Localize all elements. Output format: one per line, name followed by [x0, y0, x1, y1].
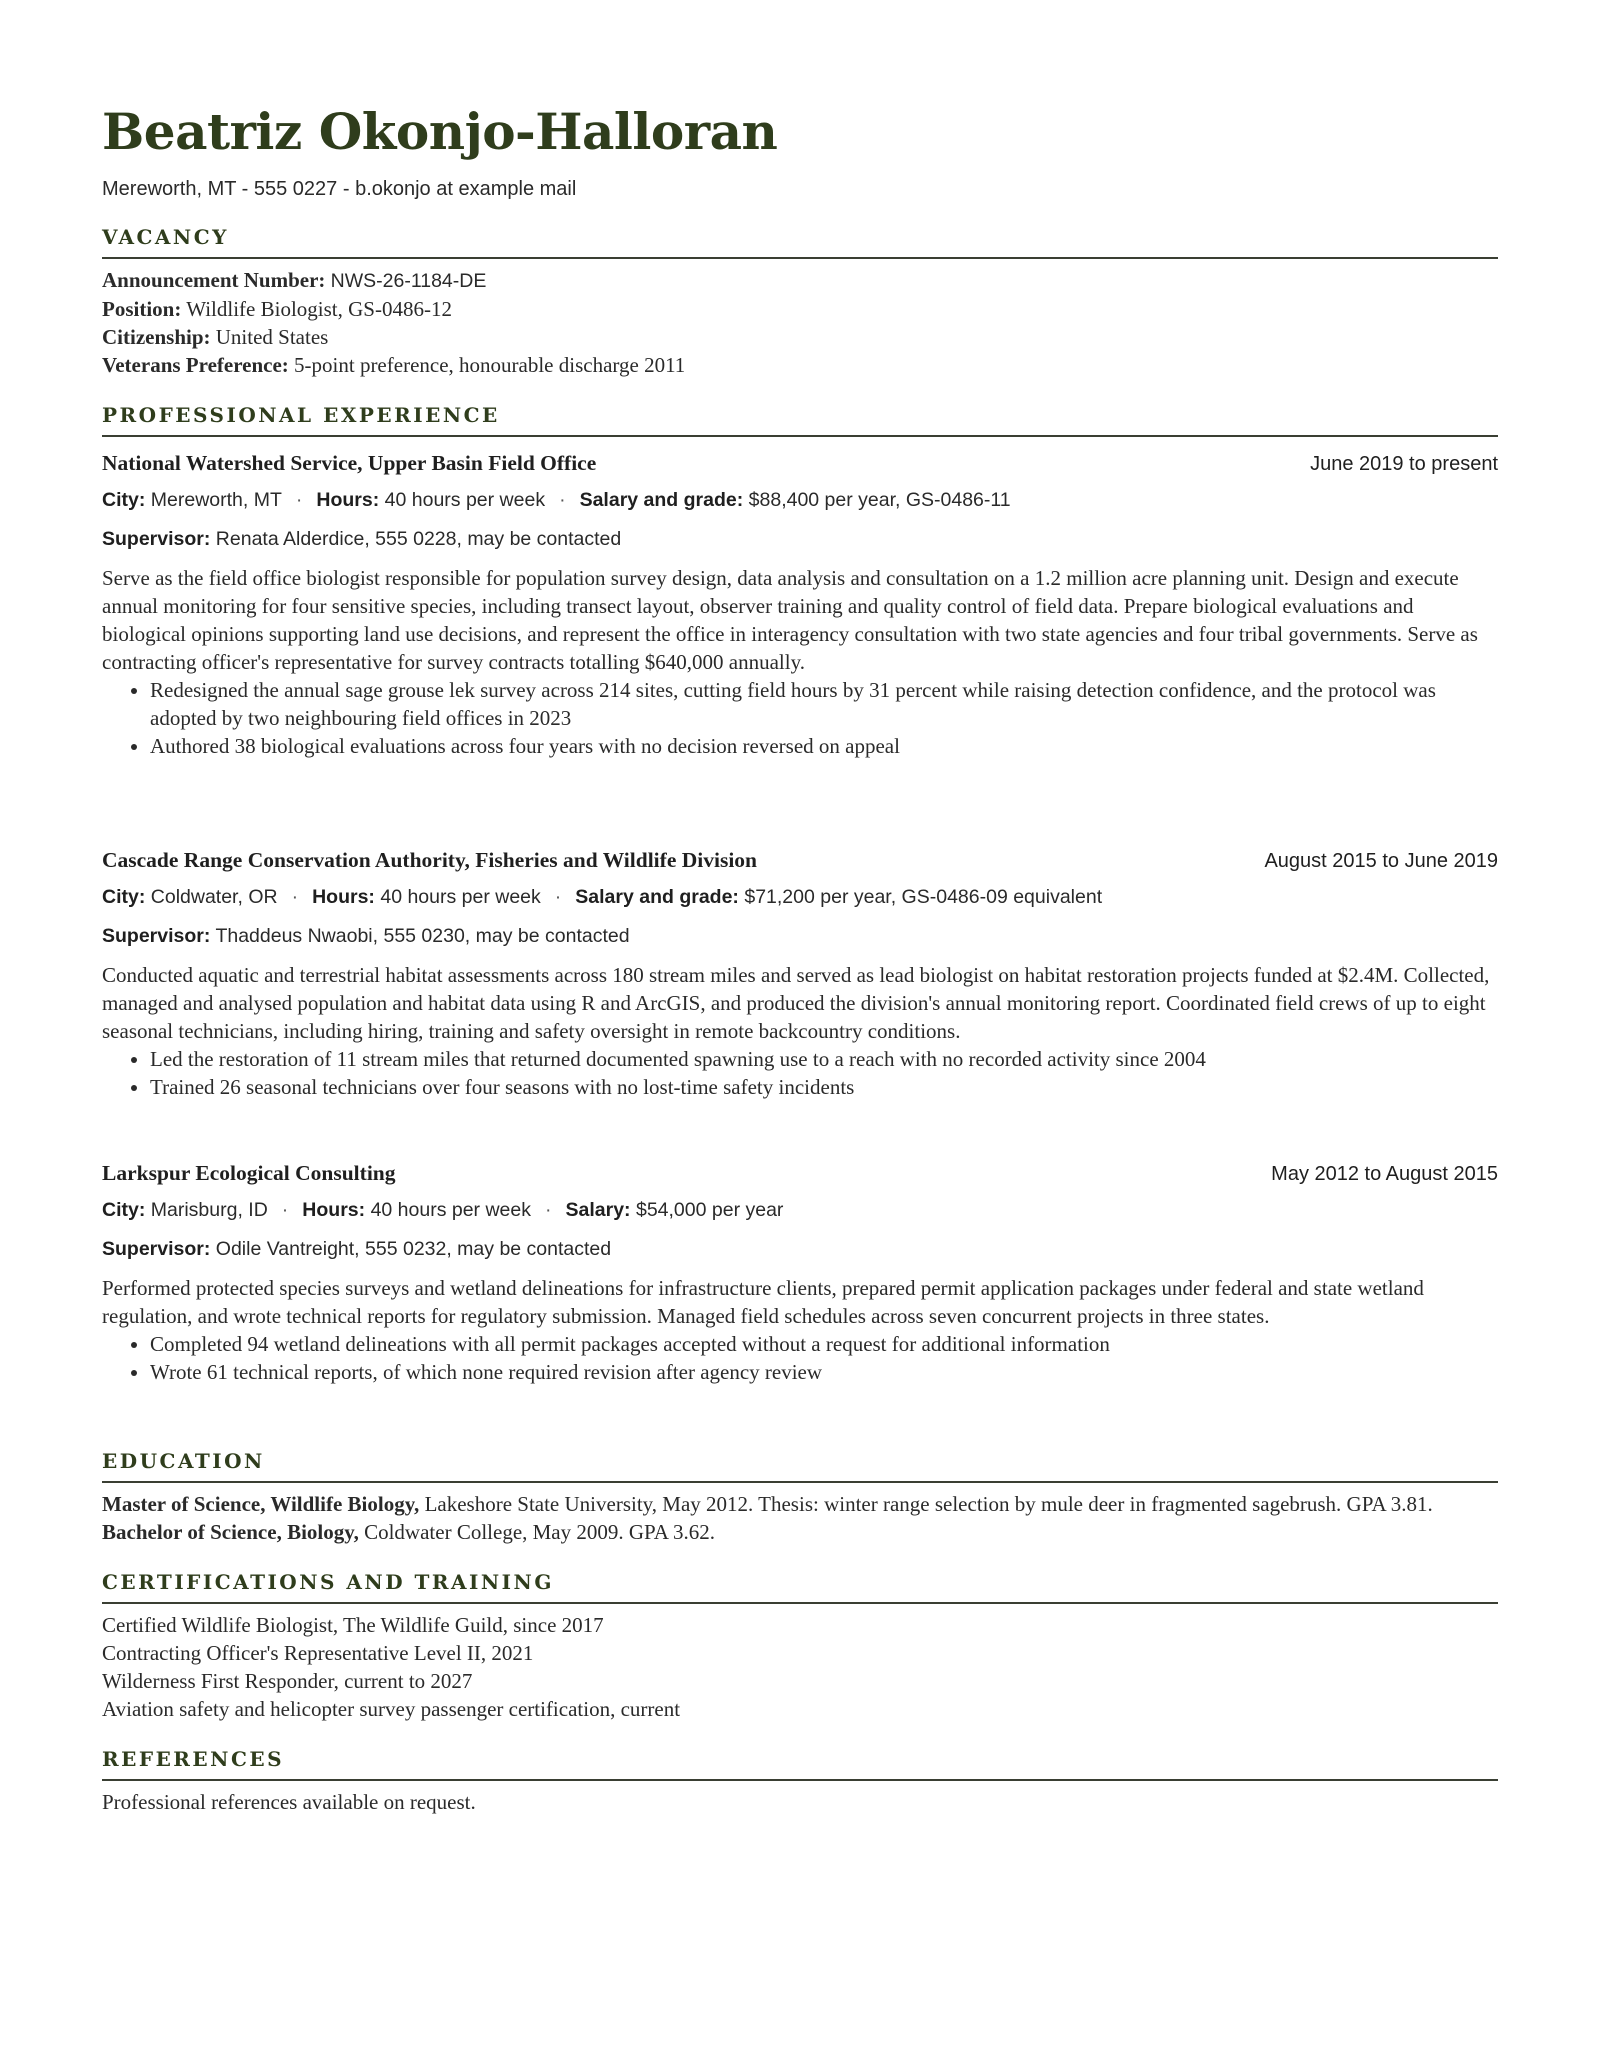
- field-value: NWS-26-1184-DE: [330, 270, 487, 292]
- section-title-vacancy: VACANCY: [102, 224, 1498, 259]
- references-text: Professional references available on request.: [102, 1790, 476, 1814]
- separator-dot: ·: [295, 489, 303, 511]
- certification-item: Wilderness First Responder, current to 2027: [102, 1669, 473, 1693]
- resume-page: [102, 96, 1498, 1816]
- salary-value: $71,200 per year, GS-0486-09 equivalent: [744, 886, 1103, 908]
- supervisor-value: Odile Vantreight, 555 0232, may be contacted: [215, 1238, 612, 1260]
- certification-item: Contracting Officer's Representative Level II, 2021: [102, 1641, 534, 1665]
- city-value: Coldwater, OR: [150, 886, 278, 908]
- certifications-section: [102, 1569, 1498, 1723]
- field-label: Citizenship:: [102, 325, 211, 349]
- job-dates: June 2019 to present: [1310, 453, 1498, 475]
- hours-value: 40 hours per week: [384, 489, 546, 511]
- section-title-experience: PROFESSIONAL EXPERIENCE: [102, 402, 1498, 437]
- vacancy-field: [102, 323, 1498, 351]
- hours-value: 40 hours per week: [380, 886, 541, 908]
- job-entry: [102, 846, 1498, 1101]
- vacancy-field: [102, 295, 1498, 323]
- list-item: • Completed 94 wetland delineations with all permit packages accepted without a request for additional information: [150, 1330, 1498, 1358]
- vacancy-section: [102, 224, 1498, 379]
- job-bullets: [102, 676, 1498, 760]
- list-item: • Wrote 61 technical reports, of which none required revision after agency review: [150, 1358, 1498, 1386]
- field-label: Position:: [102, 297, 182, 321]
- field-value: Wildlife Biologist, GS-0486-12: [186, 297, 452, 321]
- field-label: Veterans Preference:: [102, 353, 289, 377]
- field-label: Announcement Number:: [102, 268, 326, 292]
- supervisor-label: Supervisor:: [102, 925, 211, 947]
- hours-value: 40 hours per week: [370, 1199, 531, 1221]
- supervisor-label: Supervisor:: [102, 1238, 211, 1260]
- job-supervisor: [102, 526, 1498, 552]
- city-label: City:: [102, 886, 146, 908]
- certification-item: Aviation safety and helicopter survey passenger certification, current: [102, 1697, 681, 1721]
- job-meta: [102, 884, 1498, 910]
- job-dates: August 2015 to June 2019: [1264, 850, 1498, 872]
- supervisor-value: Renata Alderdice, 555 0228, may be contacted: [215, 528, 622, 550]
- separator-dot: ·: [291, 886, 299, 908]
- job-meta: [102, 1197, 1498, 1223]
- job-organization: Cascade Range Conservation Authority, Fisheries and Wildlife Division: [102, 848, 758, 872]
- job-entry: [102, 1159, 1498, 1386]
- hours-label: Hours:: [316, 489, 380, 511]
- salary-value: $88,400 per year, GS-0486-11: [748, 489, 1011, 511]
- salary-label: Salary and grade:: [579, 489, 744, 511]
- job-bullets: [102, 1330, 1498, 1386]
- city-label: City:: [102, 489, 146, 511]
- job-bullets: [102, 1045, 1498, 1101]
- job-dates: May 2012 to August 2015: [1271, 1163, 1498, 1185]
- section-title-references: REFERENCES: [102, 1746, 1498, 1781]
- job-meta: [102, 487, 1498, 513]
- job-supervisor: [102, 1236, 1498, 1262]
- list-item: • Authored 38 biological evaluations across four years with no decision reversed on appeal: [150, 732, 1498, 760]
- job-summary: Performed protected species surveys and wetland delineations for infrastructure clients, prepared permit application packages under federal and state wetland regulation, and wrote technical reports for regulatory submission. Managed field schedules across seven concurrent projects in three states.: [102, 1276, 1424, 1328]
- field-value: United States: [215, 325, 329, 349]
- list-item: • Redesigned the annual sage grouse lek survey across 214 sites, cutting field hours by 31 percent while raising detection confidence, and the protocol was adopted by two neighbouring field offices in 2023: [150, 676, 1498, 732]
- education-section: [102, 1448, 1498, 1546]
- degree: Bachelor of Science, Biology,: [102, 1520, 359, 1544]
- city-label: City:: [102, 1199, 146, 1221]
- list-item: • Led the restoration of 11 stream miles that returned documented spawning use to a reach with no recorded activity since 2004: [150, 1045, 1498, 1073]
- separator-dot: ·: [554, 886, 562, 908]
- job-summary: Serve as the field office biologist responsible for population survey design, data analysis and consultation on a 1.2 million acre planning unit. Design and execute annual monitoring for four sensitive species, including transect layout, observer training and quality control of field data. Prepare biological evaluations and biological opinions supporting land use decisions, and represent the office in interagency consultation with two state agencies and four tribal governments. Serve as contracting officer's representative for survey contracts totalling $640,000 annually.: [102, 566, 1478, 674]
- degree-detail: Lakeshore State University, May 2012. Thesis: winter range selection by mule deer in fragmented sagebrush. GPA 3.81.: [424, 1492, 1433, 1516]
- salary-value: $54,000 per year: [635, 1199, 784, 1221]
- candidate-name: Beatriz Okonjo-Halloran: [102, 102, 778, 161]
- vacancy-field: [102, 266, 1498, 295]
- experience-section: [102, 402, 1498, 1386]
- section-title-education: EDUCATION: [102, 1448, 1498, 1483]
- salary-label: Salary and grade:: [575, 886, 739, 908]
- separator-dot: ·: [545, 1199, 552, 1221]
- job-entry: [102, 449, 1498, 760]
- separator-dot: ·: [559, 489, 566, 511]
- references-section: [102, 1746, 1498, 1816]
- city-value: Mereworth, MT: [150, 489, 282, 511]
- certification-item: Certified Wildlife Biologist, The Wildlife Guild, since 2017: [102, 1613, 604, 1637]
- hours-label: Hours:: [302, 1199, 366, 1221]
- list-item: • Trained 26 seasonal technicians over four seasons with no lost-time safety incidents: [150, 1073, 1498, 1101]
- supervisor-label: Supervisor:: [102, 528, 211, 550]
- city-value: Marisburg, ID: [150, 1199, 268, 1221]
- job-summary: Conducted aquatic and terrestrial habitat assessments across 180 stream miles and served as lead biologist on habitat restoration projects funded at $2.4M. Collected, managed and analysed population and habitat data using R and ArcGIS, and produced the division's annual monitoring report. Coordinated field crews of up to eight seasonal technicians, including hiring, training and safety oversight in remote backcountry conditions.: [102, 963, 1490, 1043]
- education-entry: [102, 1490, 1498, 1518]
- job-organization: National Watershed Service, Upper Basin Field Office: [102, 451, 597, 475]
- field-value: 5-point preference, honourable discharge 2011: [294, 353, 686, 377]
- hours-label: Hours:: [312, 886, 375, 908]
- degree-detail: Coldwater College, May 2009. GPA 3.62.: [364, 1520, 716, 1544]
- job-supervisor: [102, 923, 1498, 949]
- supervisor-value: Thaddeus Nwaobi, 555 0230, may be contacted: [215, 925, 630, 947]
- degree: Master of Science, Wildlife Biology,: [102, 1492, 420, 1516]
- section-title-certifications: CERTIFICATIONS AND TRAINING: [102, 1569, 1498, 1604]
- separator-dot: ·: [281, 1199, 289, 1221]
- salary-label: Salary:: [565, 1199, 631, 1221]
- vacancy-field: [102, 351, 1498, 379]
- education-entry: [102, 1518, 1498, 1546]
- job-organization: Larkspur Ecological Consulting: [102, 1161, 396, 1185]
- contact-line: Mereworth, MT - 555 0227 - b.okonjo at example mail: [102, 178, 577, 200]
